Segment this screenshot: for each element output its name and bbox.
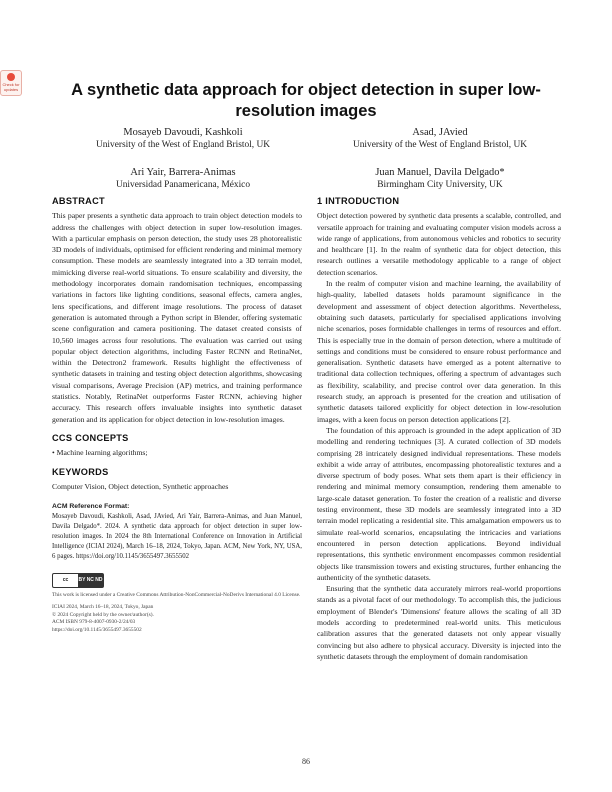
ccs-item: • Machine learning algorithms; [52, 448, 148, 458]
author-affiliation: Universidad Panamericana, México [115, 180, 251, 190]
isbn-line: ACM ISBN 979-8-4007-0930-2/24/03 [52, 619, 136, 626]
author-block-4 [320, 167, 560, 191]
abstract-text: This paper presents a synthetic data approach to train object detection models to address the challenges with object detection in super low-resolution images. With a particular emphasis on person detection, the study uses 28 photorealistic 3D models of individuals, optimised for efficient rendering and minimal memory consumption. These models are seamlessly integrated into a 3D terrain model, mimicking diverse real-world situations. To ensure scalability and diversity, the methodology incorporates domain randomisation techniques, encompassing variations in factors like lighting conditions, seasonal effects, camera angles, lens specifications, and different image resolutions. The process of dataset generation is automated through a Python script in Blender, offering systematic scene configuration and camera positioning. The dataset created consists of 10,560 images across four resolutions. The evaluation was carried out using popular object detection algorithms, including Faster RCNN and RetinaNet, within the Detectron2 framework. Results highlight the effectiveness of synthetic datasets in training and testing object detection algorithms, showcasing visual comparisons, Average Precision (AP) metrics, and training performance statistics. Notably, RetinaNet outperforms Faster RCNN, achieving higher accuracy. This research offers invaluable insights into synthetic dataset generation and its application for object detection in low-resolution images. [52, 211, 302, 424]
venue-line: ICIAI 2024, March 16–18, 2024, Tokyo, Japan [52, 604, 154, 611]
intro-paragraph: Object detection powered by synthetic data presents a scalable, controlled, and versatile approach for training and evaluating computer vision models across a wide range of applications, from autonomous vehicles and robotics to security and healthcare [1]. In the realm of synthetic data for object detection, this research outlines a versatile methodology applicable to a range of object detection scenarios. [317, 211, 561, 277]
paper-title: A synthetic data approach for object detection in super low-resolution images [71, 81, 541, 120]
keywords-text: Computer Vision, Object detection, Synthetic approaches [52, 481, 229, 491]
author-affiliation: Birmingham City University, UK [377, 180, 503, 190]
intro-paragraph: The foundation of this approach is grounded in the adept application of 3D modelling and rendering techniques [3]. A curated collection of 3D models comprising 28 intricately designed individual representations. These models exhibit a wide array of attributes, encompassing photorealistic textures and a diverse spectrum of body poses. What sets them apart is their efficiency in rendering and minimal memory consumption, rendering them amenable to large-scale dataset generation. To foster the creation of a realistic and diverse testing environment, these 3D models are seamlessly integrated into a 3D terrain model replicating a residential site. This amalgamation empowers us to simulate real-world scenarios, encapsulating the intricacies and variations encountered in person detection applications. Beyond individual representations, this synthetic environment encompasses common residential objects like transmission towers and existing structures, further enhancing the authenticity of the synthetic datasets. [317, 425, 561, 582]
author-name: Ari Yair, Barrera-Animas [130, 167, 236, 178]
ccs-heading: CCS CONCEPTS [52, 432, 129, 443]
author-affiliation: University of the West of England Bristol, UK [95, 140, 271, 150]
left-column [52, 196, 302, 634]
author-name: Asad, JAvied [412, 127, 468, 138]
abstract-heading: ABSTRACT [52, 196, 105, 206]
by-nc-nd-icon: BY NC ND [78, 574, 103, 587]
update-icon [7, 73, 15, 81]
author-block-1 [52, 127, 314, 151]
badge-label: Check for updates [2, 82, 20, 92]
page-number: 86 [302, 757, 310, 766]
author-name: Mosayeb Davoudi, Kashkoli [123, 127, 243, 138]
author-block-2 [320, 127, 560, 151]
cc-icon: cc [62, 577, 69, 584]
right-column [317, 196, 561, 662]
keywords-heading: KEYWORDS [52, 466, 109, 477]
copyright-line: © 2024 Copyright held by the owner/author(s). [52, 611, 154, 618]
license-text: This work is licensed under a Creative Commons Attribution-NonCommercial-NoDerivs International 4.0 License. [52, 592, 301, 599]
acm-reference-text: Mosayeb Davoudi, Kashkoli, Asad, JAvied, Ari Yair, Barrera-Animas, and Juan Manuel, Davila Delgado*. 2024. A synthetic data approach for object detection in super low-resolution images. In 2024 the 8th International Conference on Innovation in Artificial Intelligence (ICIAI 2024), March 16–18, 2024, Tokyo, Japan. ACM, New York, NY, USA, 6 pages. https://doi.org/10.1145/3655497.3655502 [52, 513, 302, 561]
acm-reference-heading: ACM Reference Format: [52, 503, 130, 511]
creative-commons-logo[interactable] [52, 573, 104, 588]
intro-paragraph: In the realm of computer vision and machine learning, the availability of high-quality, labelled datasets holds paramount significance in the development and assessment of object detection algorithms. Nevertheless, obtaining such datasets, particularly for specialised applications involving niche scenarios, poses formidable challenges in terms of resources and effort. This is especially true in the domain of person detection, where a multitude of settings and conditions must be considered to ensure robust performance and generalisation. Synthetic datasets have emerged as a potent alternative to traditional data collection techniques, offering a spectrum of advantages such as flexibility, scalability, and precise control over data generation. In this research study, an approach is presented for the creation and utilisation of synthetic datasets tailored explicitly for object detection in low-resolution images, with a keen focus on person detection applications [2]. [317, 279, 561, 424]
author-affiliation: University of the West of England Bristol, UK [352, 140, 528, 150]
author-block-3 [52, 167, 314, 191]
doi-link[interactable]: https://doi.org/10.1145/3655497.3655502 [52, 626, 142, 633]
introduction-heading: 1 INTRODUCTION [317, 196, 400, 206]
author-name: Juan Manuel, Davila Delgado* [375, 167, 505, 178]
check-for-updates-badge[interactable] [0, 70, 22, 96]
intro-paragraph: Ensuring that the synthetic data accurately mirrors real-world proportions stands as a pivotal facet of our methodology. To accomplish this, the judicious employment of Blender's 'Dimensions' feature allows the scaling of all 3D models according to predetermined real-world units. This meticulous calibration assures that the generated datasets not only appear visually convincing but also adhere to physical accuracy. Diversity is injected into the synthetic datasets through the employment of domain randomisation [317, 584, 561, 661]
